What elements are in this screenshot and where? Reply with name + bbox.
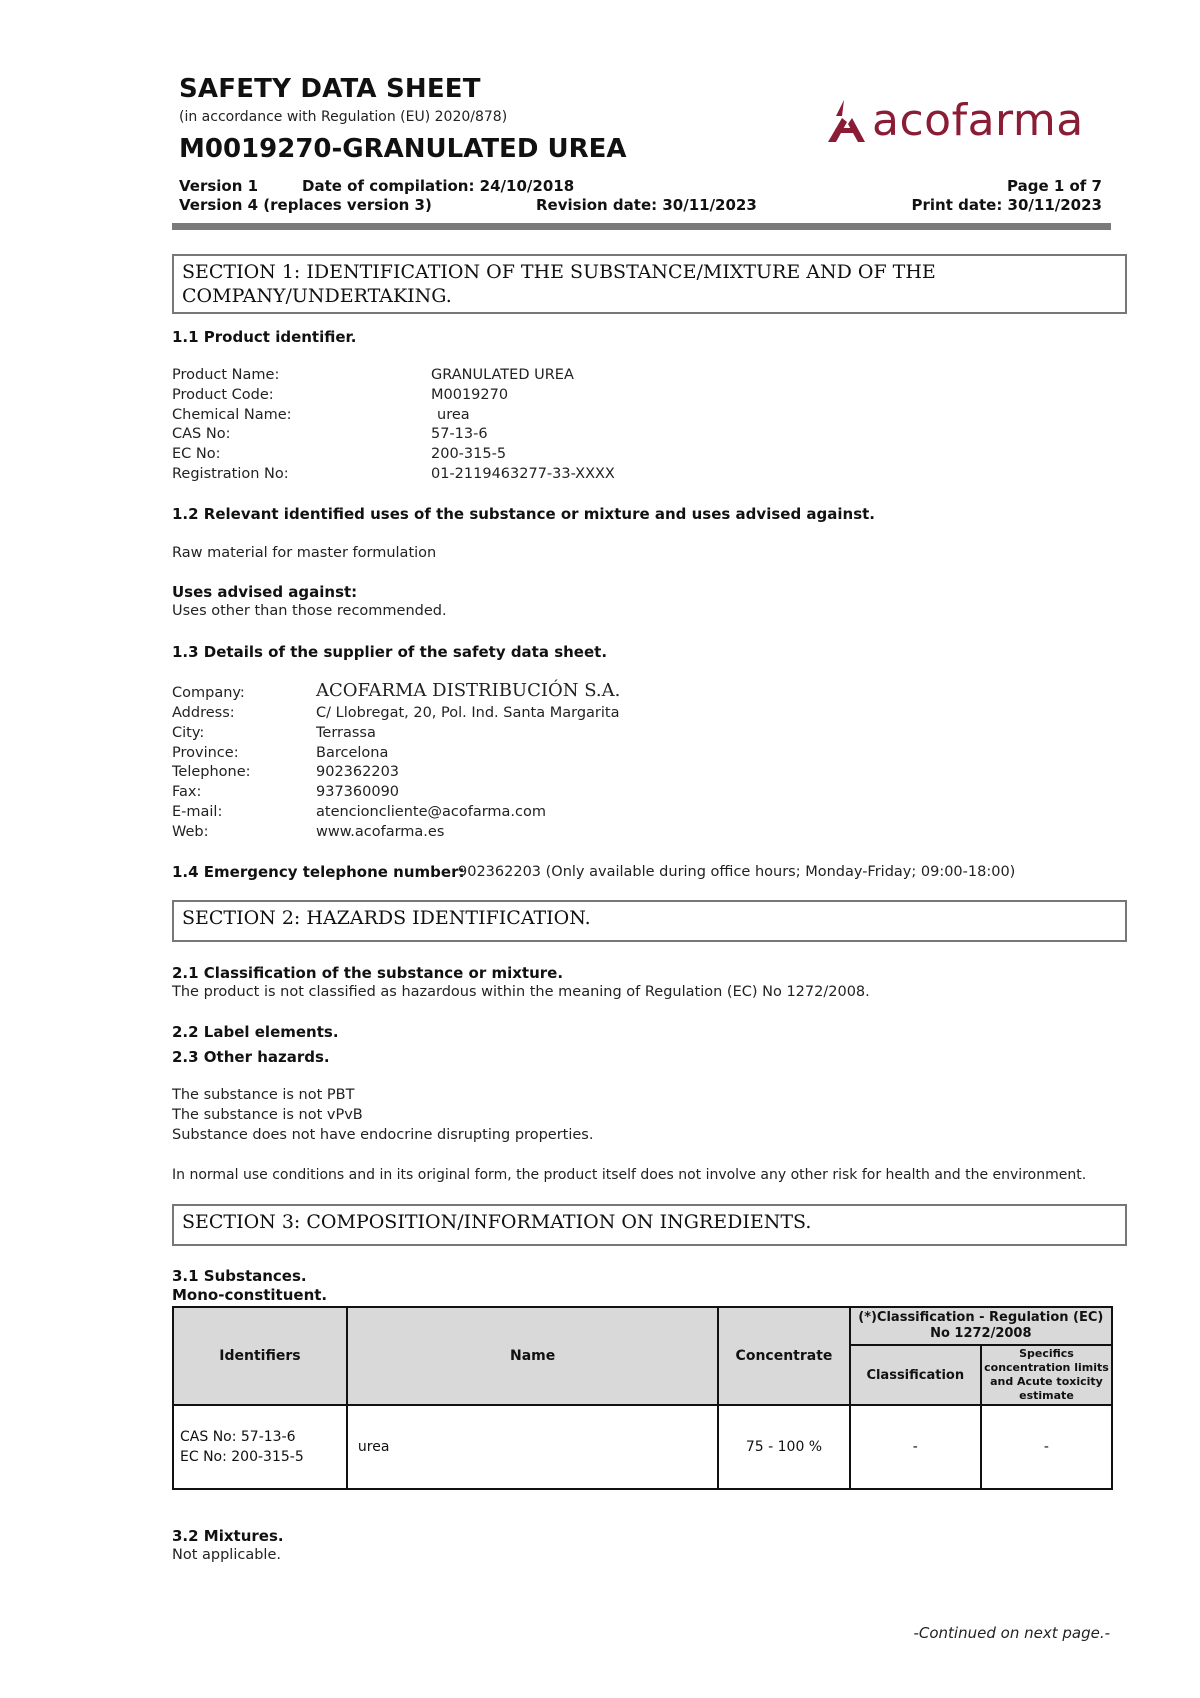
continued-footer: -Continued on next page.- <box>913 1624 1110 1642</box>
identifier-value: 200-315-5 <box>431 446 507 462</box>
identifier-label: CAS No: <box>172 426 231 442</box>
heading-1-2: 1.2 Relevant identified uses of the substance or mixture and uses advised against. <box>172 505 876 523</box>
hazard-line: The substance is not PBT <box>172 1087 355 1103</box>
identifier-label: EC No: <box>172 446 221 462</box>
hazard-line: The substance is not vPvB <box>172 1107 363 1123</box>
document-subtitle: (in accordance with Regulation (EU) 2020/878) <box>179 109 508 125</box>
section-3-title: SECTION 3: COMPOSITION/INFORMATION ON INGREDIENTS. <box>182 1211 812 1233</box>
revision-date: Revision date: 30/11/2023 <box>536 196 757 214</box>
uses-advised-against-label: Uses advised against: <box>172 583 358 601</box>
supplier-value: Barcelona <box>316 745 389 761</box>
identifier-label: Registration No: <box>172 466 289 482</box>
mono-constituent: Mono-constituent. <box>172 1286 328 1304</box>
identifiers-cell <box>173 1405 347 1489</box>
hazard-line: Substance does not have endocrine disrupting properties. <box>172 1127 594 1143</box>
supplier-value: 902362203 <box>316 764 400 780</box>
supplier-label: Web: <box>172 824 209 840</box>
cas-number: CAS No: 57-13-6 <box>180 1429 296 1445</box>
composition-table <box>172 1306 1113 1490</box>
heading-2-1: 2.1 Classification of the substance or mixture. <box>172 964 564 982</box>
ec-number: EC No: 200-315-5 <box>180 1449 304 1465</box>
column-header-classification: Classification <box>850 1345 981 1405</box>
identifier-value: 01-2119463277-33-XXXX <box>431 466 615 482</box>
product-title: M0019270-GRANULATED UREA <box>179 134 627 164</box>
supplier-web-link[interactable]: www.acofarma.es <box>316 824 445 840</box>
specifics-cell: - <box>981 1405 1112 1489</box>
supplier-label: E-mail: <box>172 804 223 820</box>
identified-uses: Raw material for master formulation <box>172 545 437 561</box>
heading-1-3: 1.3 Details of the supplier of the safety data sheet. <box>172 643 608 661</box>
supplier-label: City: <box>172 725 205 741</box>
column-header-classification-group: (*)Classification - Regulation (EC) No 1272/2008 <box>850 1307 1112 1345</box>
heading-1-4: 1.4 Emergency telephone number: <box>172 863 465 881</box>
version: Version 1 <box>179 177 259 195</box>
company-name: ACOFARMA DISTRIBUCIÓN S.A. <box>316 680 621 701</box>
section-2-heading <box>172 900 1127 942</box>
column-header-concentrate: Concentrate <box>718 1307 849 1405</box>
acofarma-logo <box>826 95 1084 146</box>
column-header-specifics: Specifics concentration limits and Acute toxicity estimate <box>981 1345 1112 1405</box>
uses-advised-against: Uses other than those recommended. <box>172 603 447 619</box>
identifier-label: Product Code: <box>172 387 274 403</box>
print-date: Print date: 30/11/2023 <box>911 196 1102 214</box>
document-title: SAFETY DATA SHEET <box>179 74 481 104</box>
version-replaces: Version 4 (replaces version 3) <box>179 196 432 214</box>
identifier-value: M0019270 <box>431 387 509 403</box>
page-number: Page 1 of 7 <box>1007 177 1102 195</box>
supplier-label: Fax: <box>172 784 202 800</box>
normal-use-text: In normal use conditions and in its original form, the product itself does not involve any other risk for health and the environment. <box>172 1167 1087 1183</box>
supplier-value: 937360090 <box>316 784 400 800</box>
supplier-value: C/ Llobregat, 20, Pol. Ind. Santa Margarita <box>316 705 620 721</box>
identifier-label: Product Name: <box>172 367 280 383</box>
heading-1-1: 1.1 Product identifier. <box>172 328 357 346</box>
heading-2-3: 2.3 Other hazards. <box>172 1048 330 1066</box>
identifier-label: Chemical Name: <box>172 407 292 423</box>
identifier-value: urea <box>437 407 470 423</box>
section-1-heading <box>172 254 1127 314</box>
supplier-label: Province: <box>172 745 239 761</box>
identifier-value: 57-13-6 <box>431 426 488 442</box>
emergency-number: 902362203 (Only available during office hours; Monday-Friday; 09:00-18:00) <box>458 864 1016 880</box>
heading-3-1: 3.1 Substances. <box>172 1267 307 1285</box>
compilation-date: Date of compilation: 24/10/2018 <box>302 177 575 195</box>
column-header-name: Name <box>347 1307 718 1405</box>
supplier-label: Company: <box>172 685 245 701</box>
section-1-title-line1: SECTION 1: IDENTIFICATION OF THE SUBSTANCE/MIXTURE AND OF THE <box>182 261 936 283</box>
concentrate-cell: 75 - 100 % <box>718 1405 849 1489</box>
supplier-label: Telephone: <box>172 764 251 780</box>
classification-text: The product is not classified as hazardous within the meaning of Regulation (EC) No 1272/2008. <box>172 984 870 1000</box>
classification-cell: - <box>850 1405 981 1489</box>
identifier-value: GRANULATED UREA <box>431 367 574 383</box>
logo-mark-icon <box>826 98 866 144</box>
table-row <box>173 1405 1112 1489</box>
section-1-title-line2: COMPANY/UNDERTAKING. <box>182 285 452 307</box>
heading-2-2: 2.2 Label elements. <box>172 1023 339 1041</box>
section-3-heading <box>172 1204 1127 1246</box>
column-header-identifiers: Identifiers <box>173 1307 347 1405</box>
section-2-title: SECTION 2: HAZARDS IDENTIFICATION. <box>182 907 591 929</box>
heading-3-2: 3.2 Mixtures. <box>172 1527 284 1545</box>
supplier-label: Address: <box>172 705 235 721</box>
logo-text: acofarma <box>872 95 1084 146</box>
name-cell: urea <box>347 1405 718 1489</box>
mixtures-text: Not applicable. <box>172 1547 281 1563</box>
header-divider <box>172 223 1111 230</box>
supplier-email-link[interactable]: atencioncliente@acofarma.com <box>316 804 547 820</box>
supplier-value: Terrassa <box>316 725 376 741</box>
